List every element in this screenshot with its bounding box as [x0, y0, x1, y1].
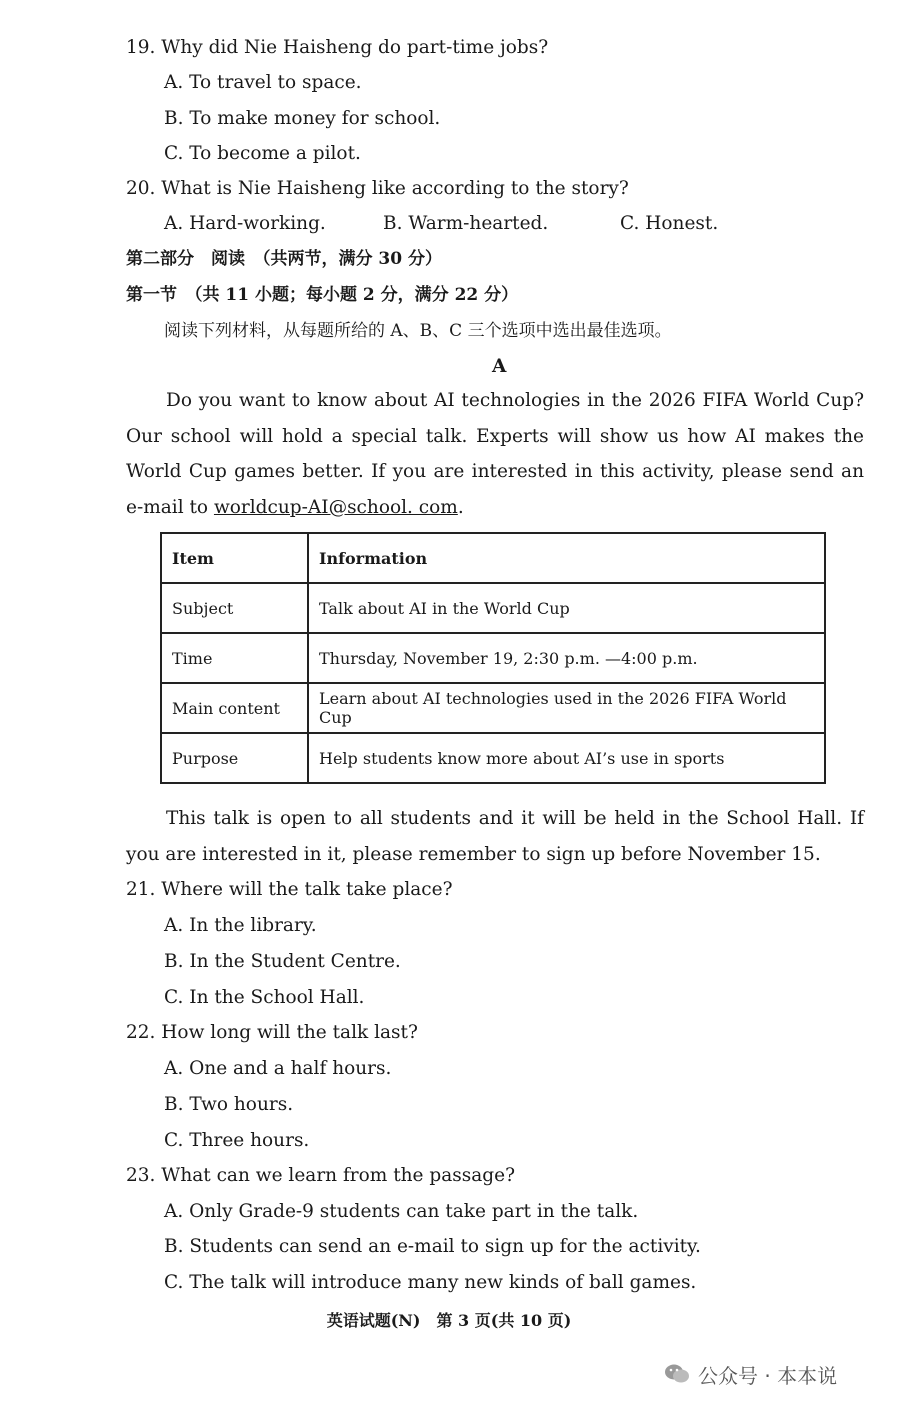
- passage-intro: [126, 383, 864, 525]
- question-20-option-c: C. Honest.: [620, 213, 719, 234]
- passage-closing: [126, 801, 864, 872]
- table-header-row: [161, 533, 825, 583]
- subsection-heading: 第一节 （共 11 小题；每小题 2 分，满分 22 分）: [126, 285, 519, 305]
- table-row: [161, 583, 825, 633]
- question-21-stem: 21. Where will the talk take place?: [126, 879, 453, 900]
- table-row: [161, 733, 825, 783]
- watermark-text: 公众号 · 本本说: [698, 1363, 838, 1388]
- instruction: 阅读下列材料，从每题所给的 A、B、C 三个选项中选出最佳选项。: [164, 321, 672, 341]
- table-header-information: Information: [308, 533, 825, 583]
- table-cell-item: Subject: [161, 583, 308, 633]
- table-row: [161, 633, 825, 683]
- table-cell-information: Help students know more about AI’s use in sports: [308, 733, 825, 783]
- page-footer: 英语试题(N) 第 3 页(共 10 页): [326, 1311, 572, 1330]
- question-19-option-c: C. To become a pilot.: [164, 143, 361, 164]
- question-22-stem: 22. How long will the talk last?: [126, 1022, 418, 1043]
- question-19-option-a: A. To travel to space.: [164, 72, 362, 93]
- question-23-stem: 23. What can we learn from the passage?: [126, 1165, 515, 1186]
- question-21-option-c: C. In the School Hall.: [164, 987, 365, 1008]
- question-20-stem: 20. What is Nie Haisheng like according to the story?: [126, 178, 629, 199]
- email-link[interactable]: worldcup-AI@school. com: [213, 496, 458, 518]
- passage-intro-text: Do you want to know about AI technologies in the 2026 FIFA World Cup? Our school will hold a special talk. Experts will show us how AI makes the World Cup games better. If you are interested in this activity, please send an e-mail to: [126, 390, 864, 518]
- question-23-option-c: C. The talk will introduce many new kinds of ball games.: [164, 1272, 697, 1293]
- table-header-item: Item: [161, 533, 308, 583]
- table-cell-item: Main content: [161, 683, 308, 733]
- passage-intro-end: .: [457, 496, 464, 518]
- question-21-option-a: A. In the library.: [164, 915, 317, 936]
- info-table: [160, 532, 826, 784]
- question-19-stem: 19. Why did Nie Haisheng do part-time jobs?: [126, 37, 549, 58]
- question-22-option-c: C. Three hours.: [164, 1130, 310, 1151]
- question-19-option-b: B. To make money for school.: [164, 108, 441, 129]
- table-cell-information: Thursday, November 19, 2:30 p.m. —4:00 p.m.: [308, 633, 825, 683]
- question-21-option-b: B. In the Student Centre.: [164, 951, 401, 972]
- table-cell-information: Talk about AI in the World Cup: [308, 583, 825, 633]
- wechat-icon: [664, 1362, 690, 1386]
- question-23-option-a: A. Only Grade-9 students can take part in the talk.: [164, 1201, 639, 1222]
- question-23-option-b: B. Students can send an e-mail to sign up for the activity.: [164, 1236, 701, 1257]
- table-cell-item: Purpose: [161, 733, 308, 783]
- question-20-option-b: B. Warm-hearted.: [383, 213, 549, 234]
- question-22-option-a: A. One and a half hours.: [164, 1058, 392, 1079]
- table-row: [161, 683, 825, 733]
- passage-closing-text: This talk is open to all students and it will be held in the School Hall. If you are interested in it, please remember to sign up before November 15.: [126, 808, 864, 865]
- watermark: [664, 1360, 837, 1388]
- passage-label: A: [492, 356, 507, 377]
- question-20-option-a: A. Hard-working.: [164, 213, 326, 234]
- table-cell-information: Learn about AI technologies used in the 2026 FIFA World Cup: [308, 683, 825, 733]
- section-heading: 第二部分 阅读 （共两节，满分 30 分）: [126, 249, 442, 269]
- question-22-option-b: B. Two hours.: [164, 1094, 294, 1115]
- table-cell-item: Time: [161, 633, 308, 683]
